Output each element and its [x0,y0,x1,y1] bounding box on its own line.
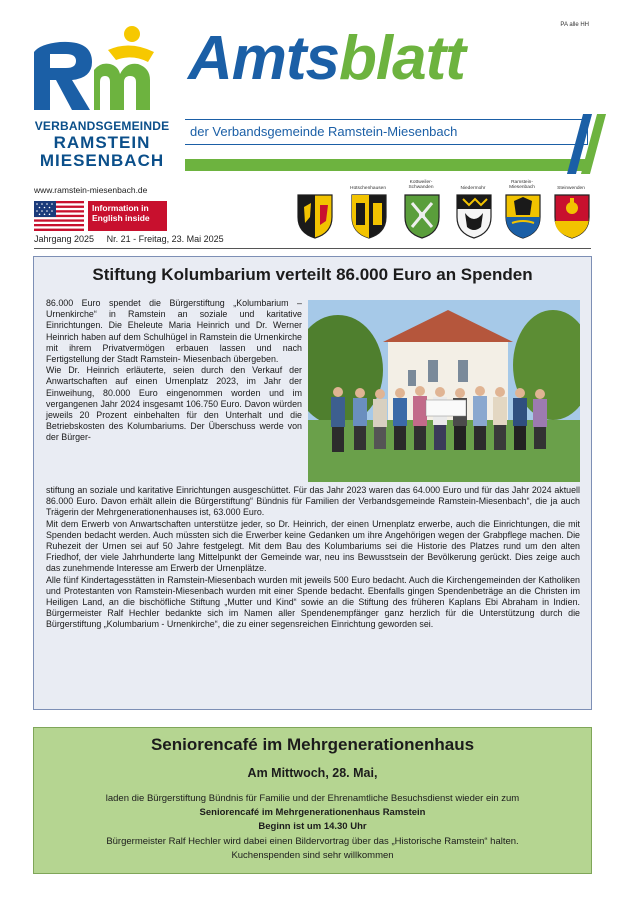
volume-year: Jahrgang 2025 [34,234,95,244]
article-paragraph: stiftung an soziale und karitative Einrichtungen ausgeschüttet. Für das Jahr 2023 waren das 64.000 Euro und für das Jahr 2024 aktuell 86.000 Euro. Davon erhält allein die Bürgerstiftung“ Bündnis für Familien der Verbandsgemeinde Ramstein-Miesenbach“, die ja auch Trägerin der Mehrgenerationenhauses ist, 63.000 Euro. [46,485,580,518]
masthead-title [188,24,465,93]
seniorcafe-line: laden die Bürgerstiftung Bündnis für Familie und der Ehrenamtliche Besuchsdienst wieder ein zum [105,793,520,804]
crest-vg-icon [296,193,334,239]
issue-meta [34,234,234,244]
article-full-width [46,485,580,631]
green-divider [185,159,587,171]
title-part2: blatt [339,24,465,93]
vg-logo [20,22,170,117]
issue-number-date: Nr. 21 - Freitag, 23. Mai 2025 [106,234,224,244]
crest-steinwenden-icon [553,193,591,239]
crest-huetschenhausen-icon [350,193,388,239]
seniorcafe-line: Bürgermeister Ralf Hechler wird dabei einen Bildervortrag über das „Historische Ramstein“ halten. [106,836,519,847]
masthead-subtitle: der Verbandsgemeinde Ramstein-Miesenbach [190,124,458,139]
seniorcafe-line: Seniorencafé im Mehrgenerationenhaus Ramstein [199,807,426,818]
english-info-badge [88,201,167,231]
crest-kottweiler-schwanden-icon [403,193,441,239]
seniorcafe-title: Seniorencafé im Mehrgenerationenhaus [150,735,475,754]
distribution-note: PA alle HH [560,22,589,28]
title-part1: Amts [188,24,340,93]
logo-line3: MIESENBACH [39,151,165,170]
logo-line1: VERBANDSGEMEINDE [34,119,170,133]
crest-label: Steinwenden [557,186,585,191]
article-paragraph: Wie Dr. Heinrich erläuterte, seien durch den Verkauf der Anwartschaften auf einen Urnenplatz 2023, im Jahr der Einweihung, 80.000 Euro eingenommen worden und im vergangenen Jahr 2024 insgesamt 106.750 Euro. Davon würden jeweils 20 Prozent einbehalten für den Unterhalt und die Betriebskosten des Kolumbariums. Der Überschuss werde von der Bürger- [46,365,302,443]
seniorcafe-date: Am Mittwoch, 28. Mai, [247,766,378,780]
article-paragraph: Alle fünf Kindertagesstätten in Ramstein-Miesenbach wurden mit jeweils 500 Euro bedacht. Auch die Kirchengemeinden der Katholiken und Protestanten von Ramstein-Miesenbach wurden mit einer Spende bedacht. Ebenfalls gingen Spendenbeträge an die Christen im Heiligen Land, an die bischöfliche Stiftung „Mutter und Kind“ sowie an die Stiftung des früheren Kaplans Ebi Abraham in Indien. Bürgermeister Ralf Hechler bedankte sich im Namen aller Spendenempfänger ganz herzlich für die Unterstützung durch die Bürgerstiftung „Kolumbarium - Urnenkirche“, die zu einer segensreichen Einrichtung geworden sei. [46,574,580,630]
vg-logo-text [32,120,172,169]
us-flag-icon [34,201,84,231]
crest-label: Ramstein-Miesenbach [509,180,535,191]
article-paragraph: 86.000 Euro spendet die Bürgerstiftung „Kolumbarium – Urnenkirche“ in Ramstein an soziale und karitative Einrichtungen. Die Eheleute Maria Heinrich und Dr. Werner Heinrich haben auf dem Schulhügel in Ramstein die Urnenkirche mit ihrem Privatvermögen erbauen lassen und nach Fertigstellung der Stadt Ramstein- Miesenbach übergeben. [46,298,302,365]
article-paragraph: Mit dem Erwerb von Anwartschaften unterstütze jeder, so Dr. Heinrich, der einen Urnenplatz erwerbe, auch die Einrichtungen, die mit Spenden bedacht werden. Auch müssten sich die Erwerber keine Gedanken um ihre Angehörigen wegen der Grabpflege machen. Die Ruhezeit der Urnen sei auf 50 Jahre festgelegt. Mit dem Bau des Kolumbariums sei die Historie des Platzes rund um den alten Friedhof, der viele Jahrhunderte lang Mittelpunkt der Gemeinde war, neu ins Bewusstsein der Bevölkerung gerückt. Dies zeige auch das zunehmende Interesse am Erwerb der Urnenplätze. [46,518,580,574]
crest-ramstein-miesenbach-icon [504,193,542,239]
seniorcafe-line: Kuchenspenden sind sehr willkommen [231,850,394,861]
crest-niedermohr-icon [455,193,493,239]
info-line1: Information in [92,203,149,213]
logo-line2: RAMSTEIN [53,133,151,152]
article-left-column [46,298,302,444]
seniorcafe-line: Beginn ist um 14.30 Uhr [258,821,367,832]
article-title: Stiftung Kolumbarium verteilt 86.000 Euro an Spenden [92,265,533,284]
crest-label: Kottweiler-Schwanden [408,180,434,191]
crest-label: Hütschenhausen [349,186,386,191]
crest-label: Niedermohr [460,186,486,191]
group-photo [308,300,580,482]
info-line2: English inside [92,212,150,223]
website-link[interactable]: www.ramstein-miesenbach.de [34,185,148,195]
header-divider [34,248,591,249]
